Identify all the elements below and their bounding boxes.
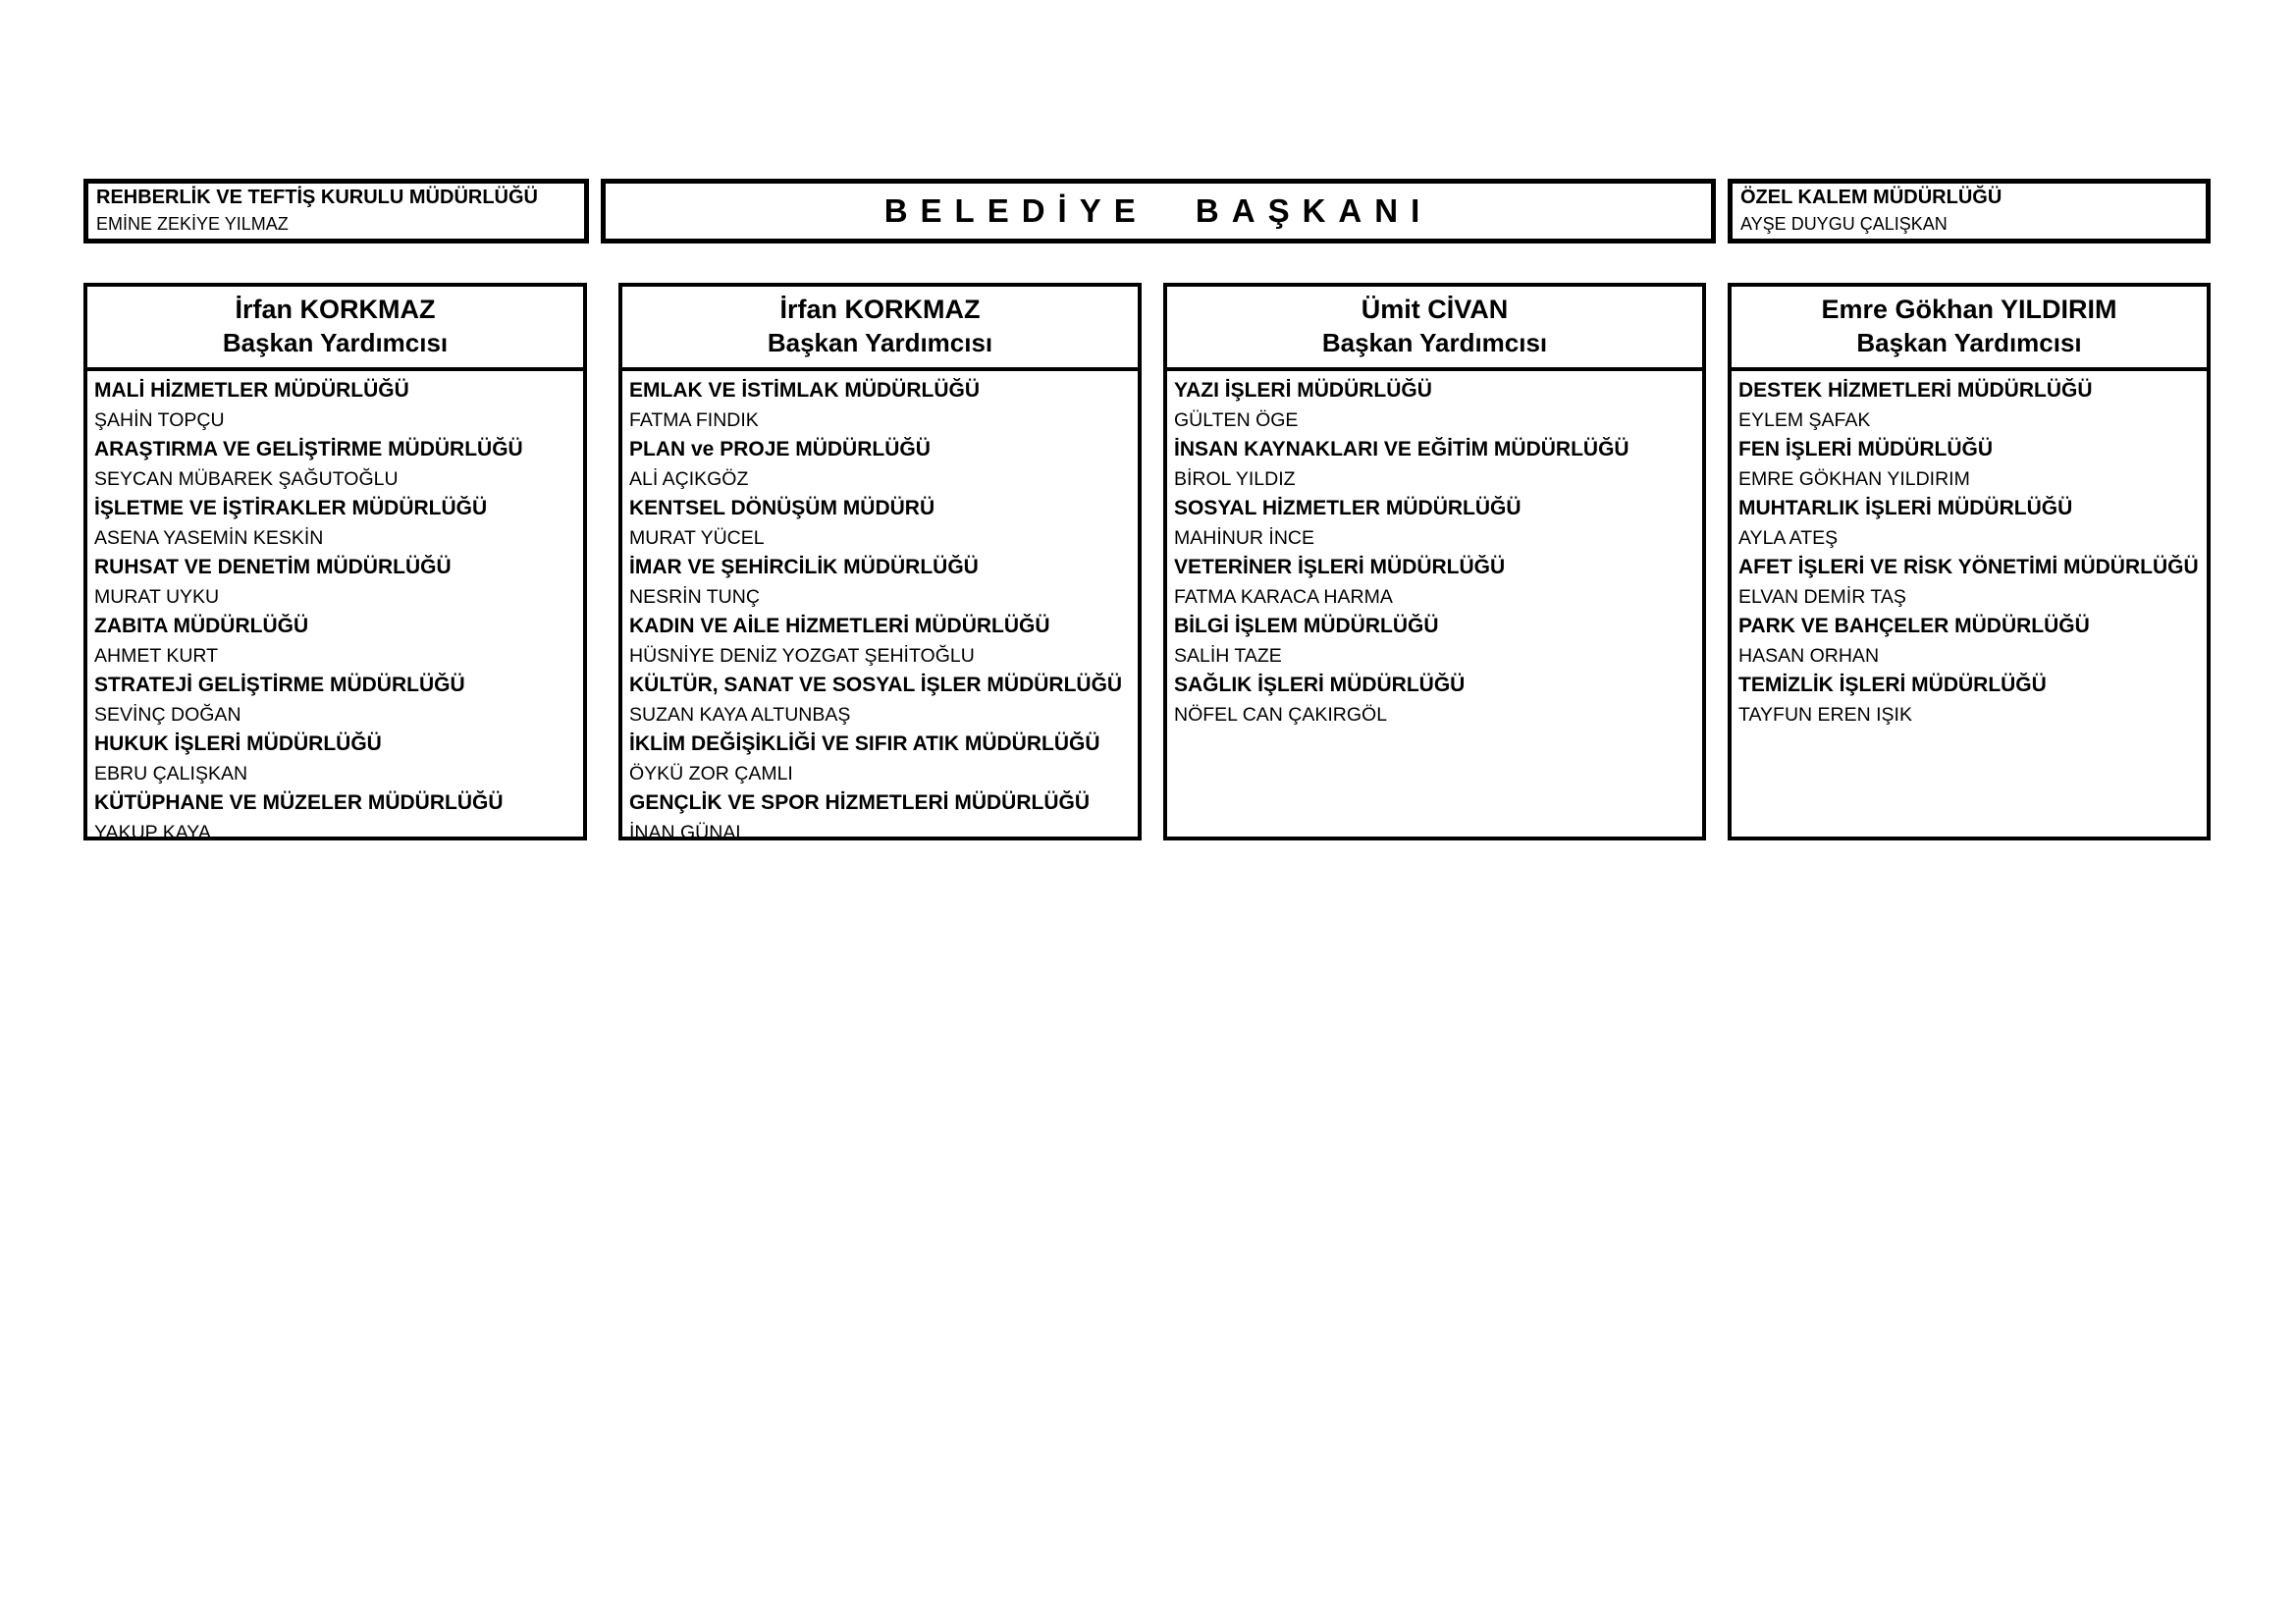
private-office-manager: AYŞE DUYGU ÇALIŞKAN: [1740, 214, 1948, 234]
department-name: STRATEJİ GELİŞTİRME MÜDÜRLÜĞÜ: [94, 674, 465, 696]
department-manager: BİROL YILDIZ: [1174, 468, 1296, 490]
department-name: KENTSEL DÖNÜŞÜM MÜDÜRÜ: [629, 497, 935, 519]
department-name: MALİ HİZMETLER MÜDÜRLÜĞÜ: [94, 379, 409, 402]
department-manager: AHMET KURT: [94, 645, 219, 667]
department-manager: ELVAN DEMİR TAŞ: [1738, 586, 1906, 608]
deputy-title: Başkan Yardımcısı: [1856, 328, 2082, 357]
department-name: İKLİM DEĞİŞİKLİĞİ VE SIFIR ATIK MÜDÜRLÜĞÜ: [629, 732, 1100, 755]
private-office-title: ÖZEL KALEM MÜDÜRLÜĞÜ: [1740, 187, 2002, 208]
department-manager: GÜLTEN ÖGE: [1174, 409, 1299, 431]
deputy-title: Başkan Yardımcısı: [222, 328, 449, 357]
deputy-header: [1732, 287, 2207, 371]
department-manager: YAKUP KAYA: [94, 822, 211, 843]
inspection-board-box: [83, 179, 589, 244]
department-name: PARK VE BAHÇELER MÜDÜRLÜĞÜ: [1738, 615, 2090, 637]
department-name: BİLGİ İŞLEM MÜDÜRLÜĞÜ: [1174, 615, 1439, 637]
department-manager: FATMA FINDIK: [629, 409, 759, 431]
deputy-column-3: [1163, 283, 1706, 840]
department-name: İNSAN KAYNAKLARI VE EĞİTİM MÜDÜRLÜĞÜ: [1174, 438, 1629, 460]
department-manager: TAYFUN EREN IŞIK: [1738, 704, 1912, 726]
mayor-title-box: [601, 179, 1716, 244]
deputy-name: İrfan KORKMAZ: [779, 295, 981, 324]
department-list: [87, 371, 583, 847]
department-name: SAĞLIK İŞLERİ MÜDÜRLÜĞÜ: [1174, 674, 1466, 696]
inspection-board-manager: EMİNE ZEKİYE YILMAZ: [96, 214, 289, 234]
deputy-header: [1167, 287, 1702, 371]
department-name: GENÇLİK VE SPOR HİZMETLERİ MÜDÜRLÜĞÜ: [629, 791, 1091, 814]
department-manager: EBRU ÇALIŞKAN: [94, 763, 248, 785]
department-name: MUHTARLIK İŞLERİ MÜDÜRLÜĞÜ: [1738, 497, 2073, 519]
department-name: İMAR VE ŞEHİRCİLİK MÜDÜRLÜĞÜ: [629, 556, 979, 578]
deputy-title: Başkan Yardımcısı: [1321, 328, 1548, 357]
department-manager: ÖYKÜ ZOR ÇAMLI: [629, 763, 793, 785]
deputy-header: [87, 287, 583, 371]
department-manager: HASAN ORHAN: [1738, 645, 1880, 667]
department-name: KÜLTÜR, SANAT VE SOSYAL İŞLER MÜDÜRLÜĞÜ: [629, 674, 1123, 696]
deputy-column-2: [618, 283, 1142, 843]
department-manager: MURAT YÜCEL: [629, 527, 765, 549]
department-name: EMLAK VE İSTİMLAK MÜDÜRLÜĞÜ: [629, 379, 980, 402]
deputy-column-4: [1728, 283, 2211, 840]
department-list: [1732, 371, 2207, 730]
deputy-name: İrfan KORKMAZ: [235, 295, 436, 324]
department-manager: MAHİNUR İNCE: [1174, 527, 1315, 549]
department-manager: NÖFEL CAN ÇAKIRGÖL: [1174, 704, 1388, 726]
mayor-title: BELEDİYE BAŞKANI: [883, 192, 1433, 229]
department-name: ARAŞTIRMA VE GELİŞTİRME MÜDÜRLÜĞÜ: [94, 438, 523, 460]
department-manager: ASENA YASEMİN KESKİN: [94, 527, 324, 549]
department-manager: NESRİN TUNÇ: [629, 586, 760, 608]
department-name: RUHSAT VE DENETİM MÜDÜRLÜĞÜ: [94, 556, 452, 578]
deputy-header: [622, 287, 1138, 371]
department-manager: SALİH TAZE: [1174, 645, 1282, 667]
department-name: ZABITA MÜDÜRLÜĞÜ: [94, 615, 309, 637]
department-manager: İNAN GÜNAL: [629, 822, 747, 843]
department-manager: HÜSNİYE DENİZ YOZGAT ŞEHİTOĞLU: [629, 645, 975, 667]
department-name: DESTEK HİZMETLERİ MÜDÜRLÜĞÜ: [1738, 379, 2093, 402]
department-name: TEMİZLİK İŞLERİ MÜDÜRLÜĞÜ: [1738, 674, 2047, 696]
deputy-column-1: [83, 283, 587, 843]
department-manager: MURAT UYKU: [94, 586, 220, 608]
department-manager: AYLA ATEŞ: [1738, 527, 1839, 549]
department-name: İŞLETME VE İŞTİRAKLER MÜDÜRLÜĞÜ: [94, 497, 488, 519]
department-name: SOSYAL HİZMETLER MÜDÜRLÜĞÜ: [1174, 497, 1522, 519]
department-manager: SUZAN KAYA ALTUNBAŞ: [629, 704, 851, 726]
private-office-box: [1728, 179, 2211, 244]
department-list: [622, 371, 1138, 847]
department-name: KÜTÜPHANE VE MÜZELER MÜDÜRLÜĞÜ: [94, 791, 504, 814]
department-name: AFET İŞLERİ VE RİSK YÖNETİMİ MÜDÜRLÜĞÜ: [1738, 556, 2199, 578]
department-name: FEN İŞLERİ MÜDÜRLÜĞÜ: [1738, 438, 1993, 460]
deputy-name: Emre Gökhan YILDIRIM: [1821, 295, 2117, 324]
department-name: HUKUK İŞLERİ MÜDÜRLÜĞÜ: [94, 732, 382, 755]
deputy-title: Başkan Yardımcısı: [767, 328, 993, 357]
department-name: YAZI İŞLERİ MÜDÜRLÜĞÜ: [1174, 379, 1432, 402]
department-manager: EMRE GÖKHAN YILDIRIM: [1738, 468, 1970, 490]
department-manager: ALİ AÇIKGÖZ: [629, 468, 749, 490]
department-manager: SEVİNÇ DOĞAN: [94, 704, 241, 726]
department-list: [1167, 371, 1702, 730]
department-manager: SEYCAN MÜBAREK ŞAĞUTOĞLU: [94, 468, 399, 490]
department-name: KADIN VE AİLE HİZMETLERİ MÜDÜRLÜĞÜ: [629, 615, 1050, 637]
department-manager: FATMA KARACA HARMA: [1174, 586, 1393, 608]
department-name: PLAN ve PROJE MÜDÜRLÜĞÜ: [629, 438, 931, 460]
department-manager: ŞAHİN TOPÇU: [94, 409, 225, 431]
inspection-board-title: REHBERLİK VE TEFTİŞ KURULU MÜDÜRLÜĞÜ: [96, 187, 538, 208]
deputy-name: Ümit CİVAN: [1361, 295, 1509, 324]
department-name: VETERİNER İŞLERİ MÜDÜRLÜĞÜ: [1174, 556, 1506, 578]
department-manager: EYLEM ŞAFAK: [1738, 409, 1871, 431]
